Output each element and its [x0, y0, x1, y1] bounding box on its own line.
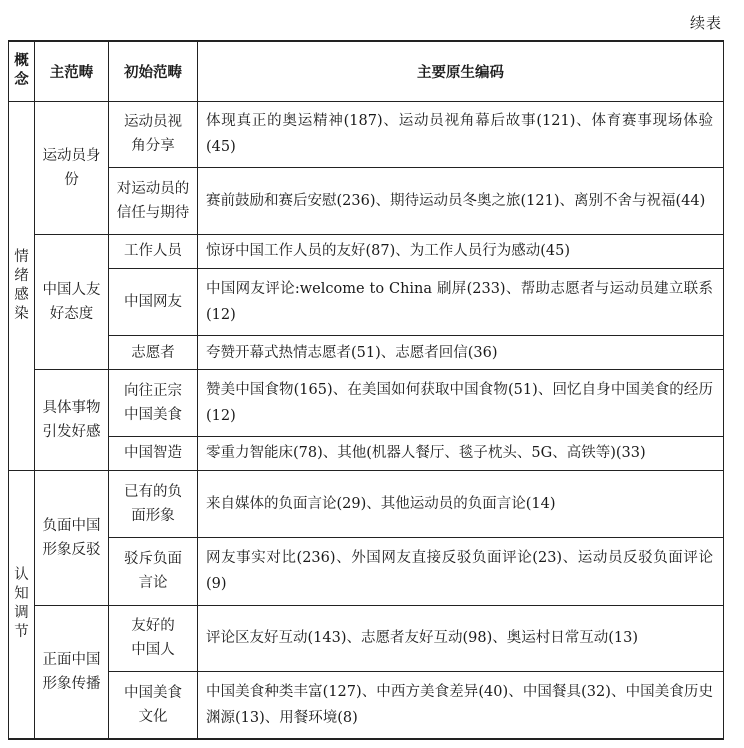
- codes-cell: 零重力智能床(78)、其他(机器人餐厅、毯子枕头、5G、高铁等)(33): [198, 436, 724, 470]
- codes-cell: 网友事实对比(236)、外国网友直接反驳负面评论(23)、运动员反驳负面评论(9): [198, 538, 724, 605]
- codes-cell: 中国网友评论:welcome to China 刷屏(233)、帮助志愿者与运动员建立联系(12): [198, 268, 724, 335]
- codes-cell: 赛前鼓励和赛后安慰(236)、期待运动员冬奥之旅(121)、离别不舍与祝福(44): [198, 167, 724, 234]
- table-row: [9, 235, 724, 268]
- codes-cell: 夸赞开幕式热情志愿者(51)、志愿者回信(36): [198, 335, 724, 369]
- codes-cell: 惊讶中国工作人员的友好(87)、为工作人员行为感动(45): [198, 235, 724, 268]
- table-row: [9, 672, 724, 739]
- codes-cell: 赞美中国食物(165)、在美国如何获取中国食物(51)、回忆自身中国美食的经历(12): [198, 370, 724, 436]
- header-concept: 概念: [9, 41, 35, 101]
- initial-category-cell: 友好的中国人: [109, 605, 198, 671]
- table-row: [9, 370, 724, 436]
- table-row: [9, 538, 724, 605]
- initial-category-cell: 运动员视角分享: [109, 101, 198, 167]
- table-header-row: [9, 41, 724, 101]
- header-codes: 主要原生编码: [198, 41, 724, 101]
- initial-category-cell: 对运动员的信任与期待: [109, 167, 198, 234]
- codes-cell: 来自媒体的负面言论(29)、其他运动员的负面言论(14): [198, 470, 724, 537]
- initial-category-cell: 工作人员: [109, 235, 198, 268]
- initial-category-cell: 中国智造: [109, 436, 198, 470]
- table-row: [9, 470, 724, 537]
- codes-cell: 中国美食种类丰富(127)、中西方美食差异(40)、中国餐具(32)、中国美食历史渊源(13)、用餐环境(8): [198, 672, 724, 739]
- initial-category-cell: 向往正宗中国美食: [109, 370, 198, 436]
- header-main-category: 主范畴: [35, 41, 109, 101]
- main-category-cell: 中国人友好态度: [35, 235, 109, 370]
- header-initial-category: 初始范畴: [109, 41, 198, 101]
- initial-category-cell: 志愿者: [109, 335, 198, 369]
- table-row: [9, 268, 724, 335]
- table-row: [9, 101, 724, 167]
- continued-label: 续表: [689, 14, 722, 32]
- initial-category-cell: 中国美食文化: [109, 672, 198, 739]
- initial-category-cell: 已有的负面形象: [109, 470, 198, 537]
- codes-cell: 评论区友好互动(143)、志愿者友好互动(98)、奥运村日常互动(13): [198, 605, 724, 671]
- initial-category-cell: 中国网友: [109, 268, 198, 335]
- table-row: [9, 167, 724, 234]
- main-category-cell: 正面中国形象传播: [35, 605, 109, 739]
- main-category-cell: 负面中国形象反驳: [35, 470, 109, 605]
- initial-category-cell: 驳斥负面言论: [109, 538, 198, 605]
- table-row: [9, 436, 724, 470]
- codes-cell: 体现真正的奥运精神(187)、运动员视角幕后故事(121)、体育赛事现场体验(45): [198, 101, 724, 167]
- table-row: [9, 605, 724, 671]
- concept-cell: 情绪感染: [9, 101, 35, 470]
- coding-table: [8, 40, 724, 740]
- concept-cell: 认知调节: [9, 470, 35, 739]
- table-row: [9, 335, 724, 369]
- main-category-cell: 运动员身份: [35, 101, 109, 235]
- main-category-cell: 具体事物引发好感: [35, 370, 109, 471]
